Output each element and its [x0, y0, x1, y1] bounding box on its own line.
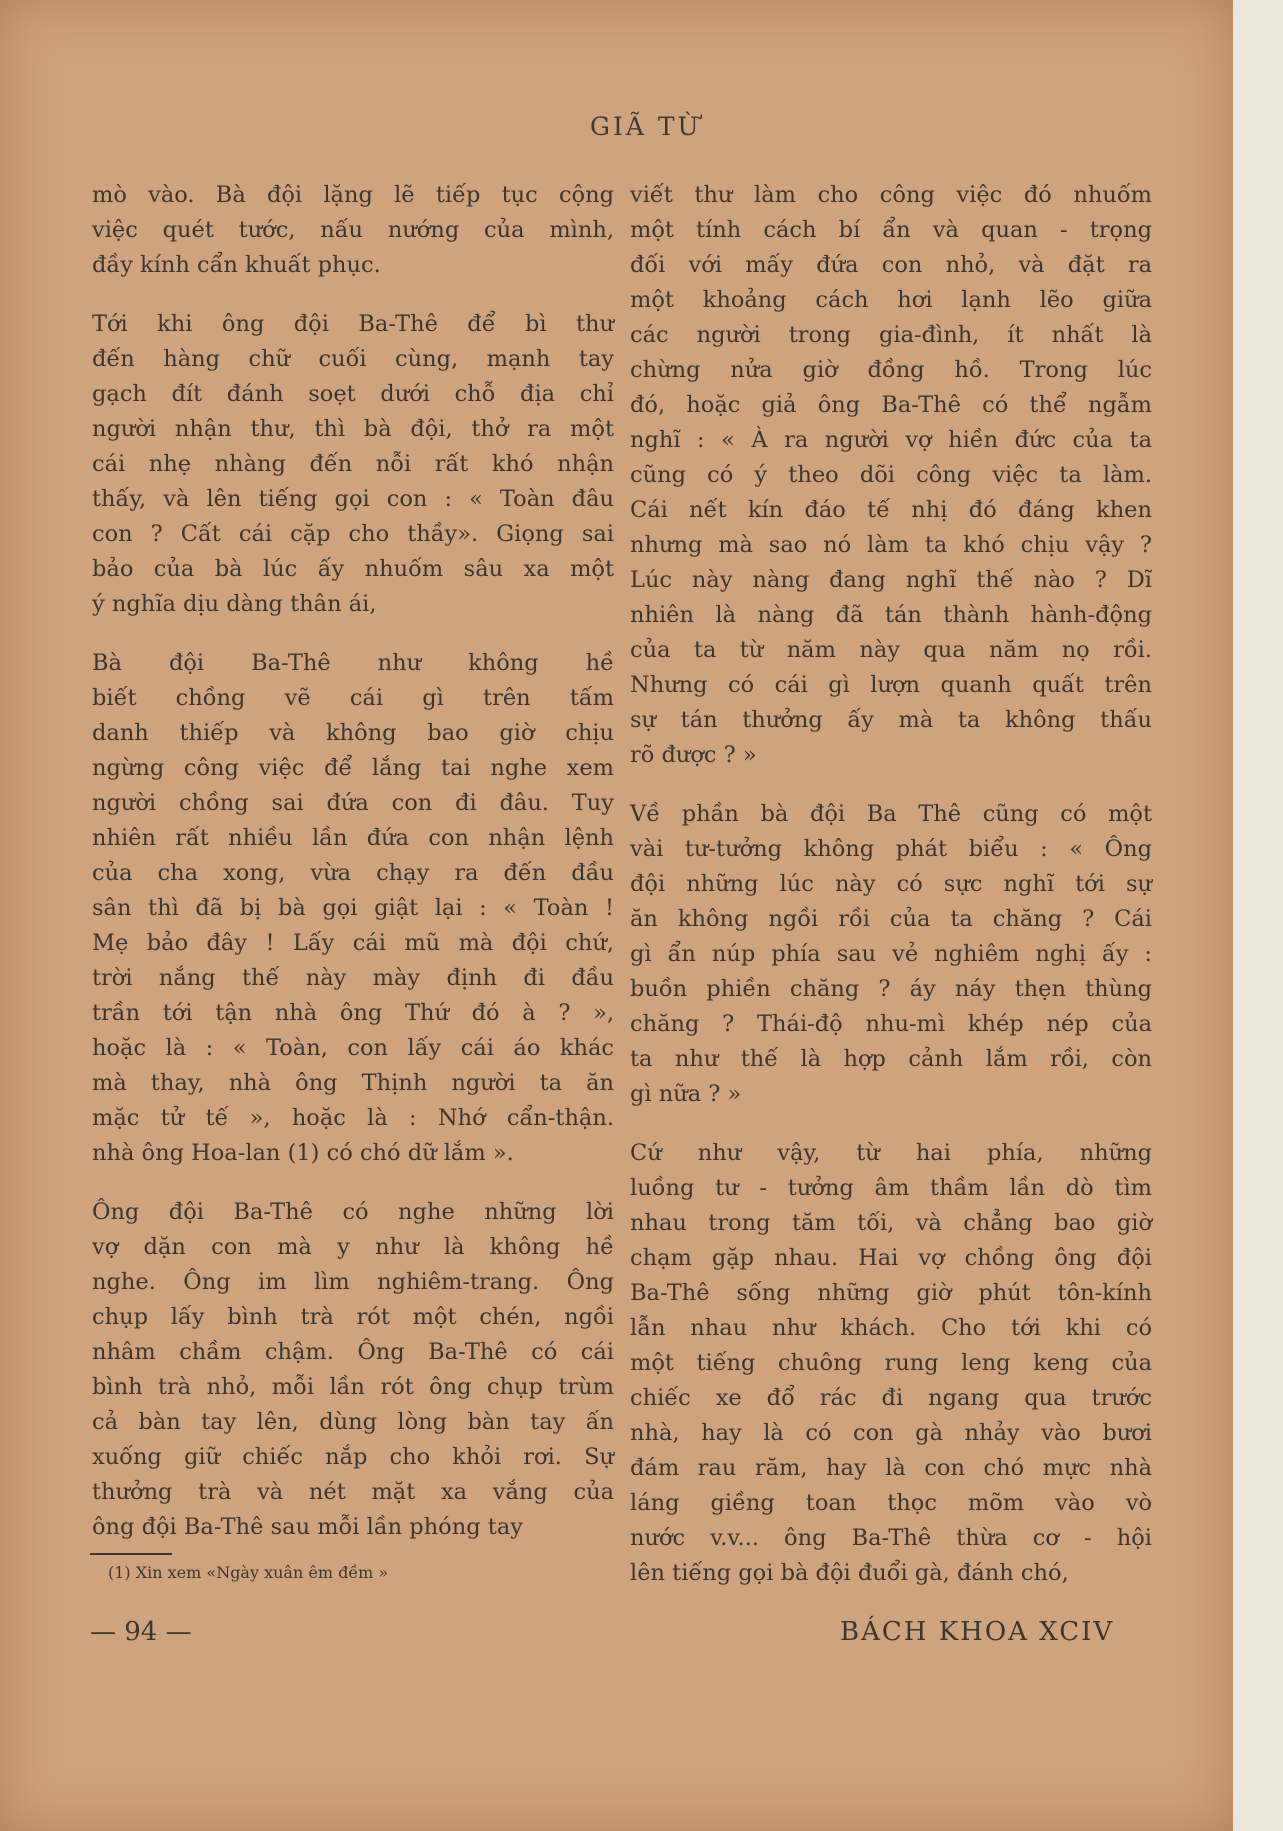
- text-line: lẫn nhau như khách. Cho tới khi có: [630, 1315, 1152, 1341]
- running-title: GIÃ TỪ: [590, 112, 702, 141]
- text-line: chạm gặp nhau. Hai vợ chồng ông đội: [630, 1245, 1152, 1271]
- text-line: bình trà nhỏ, mỗi lần rót ông chụp trùm: [92, 1374, 614, 1400]
- text-line: gì ẩn núp phía sau vẻ nghiêm nghị ấy :: [630, 941, 1152, 967]
- text-line: biết chồng vẽ cái gì trên tấm: [92, 685, 614, 711]
- paragraph-gap: [92, 622, 614, 646]
- text-line: Mẹ bảo đây ! Lấy cái mũ mà đội chứ,: [92, 930, 614, 956]
- text-line: nhau trong tăm tối, và chẳng bao giờ: [630, 1210, 1152, 1236]
- text-line: đầy kính cẩn khuất phục.: [92, 252, 381, 278]
- paragraph: [92, 646, 614, 1171]
- text-line: Cứ như vậy, từ hai phía, những: [630, 1140, 1152, 1166]
- text-line: một khoảng cách hơi lạnh lẽo giữa: [630, 287, 1152, 313]
- text-line: thưởng trà và nét mặt xa vắng của: [92, 1479, 614, 1505]
- text-line: người chồng sai đứa con đi đâu. Tuy: [92, 790, 614, 816]
- text-line: nhưng mà sao nó làm ta khó chịu vậy ?: [630, 532, 1152, 558]
- text-line: ông đội Ba-Thê sau mỗi lần phóng tay: [92, 1514, 523, 1540]
- text-line: Lúc này nàng đang nghĩ thế nào ? Dĩ: [630, 567, 1152, 593]
- text-line: người nhận thư, thì bà đội, thở ra một: [92, 416, 614, 442]
- text-line: chăng ? Thái-độ nhu-mì khép nép của: [630, 1011, 1152, 1037]
- paragraph: [630, 797, 1152, 1112]
- text-line: rõ được ? »: [630, 742, 757, 768]
- text-line: Nhưng có cái gì lượn quanh quất trên: [630, 672, 1152, 698]
- text-line: cũng có ý theo dõi công việc ta làm.: [630, 462, 1152, 488]
- text-line: luồng tư - tưởng âm thầm lần dò tìm: [630, 1175, 1152, 1201]
- footnote-rule: [90, 1553, 172, 1555]
- text-line: vài tư-tưởng không phát biểu : « Ông: [630, 836, 1152, 862]
- text-line: Ông đội Ba-Thê có nghe những lời: [92, 1199, 614, 1225]
- paragraph-gap: [92, 1171, 614, 1195]
- text-line: đám rau răm, hay là con chó mực nhà: [630, 1455, 1152, 1481]
- text-line: buồn phiền chăng ? áy náy thẹn thùng: [630, 976, 1152, 1002]
- text-line: của ta từ năm này qua năm nọ rồi.: [630, 637, 1152, 663]
- text-line: đối với mấy đứa con nhỏ, và đặt ra: [630, 252, 1152, 278]
- text-line: ngừng công việc để lắng tai nghe xem: [92, 755, 614, 781]
- text-line: bảo của bà lúc ấy nhuốm sâu xa một: [92, 556, 614, 582]
- text-line: việc quét tước, nấu nướng của mình,: [92, 217, 614, 243]
- paragraph: [630, 178, 1152, 773]
- text-line: đội những lúc này có sực nghĩ tới sự: [630, 871, 1152, 897]
- text-line: ý nghĩa dịu dàng thân ái,: [92, 591, 377, 617]
- text-line: gạch đít đánh soẹt dưới chỗ địa chỉ: [92, 381, 614, 407]
- text-line: chụp lấy bình trà rót một chén, ngồi: [92, 1304, 614, 1330]
- text-line: láng giềng toan thọc mõm vào vò: [630, 1490, 1152, 1516]
- text-line: của cha xong, vừa chạy ra đến đầu: [92, 860, 614, 886]
- text-line: con ? Cất cái cặp cho thầy». Giọng sai: [92, 521, 614, 547]
- paragraph: [92, 307, 614, 622]
- text-line: lên tiếng gọi bà đội đuổi gà, đánh chó,: [630, 1560, 1069, 1586]
- text-line: Ba-Thê sống những giờ phút tôn-kính: [630, 1280, 1152, 1306]
- text-line: Cái nết kín đáo tế nhị đó đáng khen: [630, 497, 1152, 523]
- text-line: cái nhẹ nhàng đến nỗi rất khó nhận: [92, 451, 614, 477]
- paragraph-gap: [92, 283, 614, 307]
- page-number: — 94 —: [90, 1617, 192, 1647]
- text-line: nghe. Ông im lìm nghiêm-trang. Ông: [92, 1269, 614, 1295]
- text-line: nhiên rất nhiều lần đứa con nhận lệnh: [92, 825, 614, 851]
- paragraph: [630, 1136, 1152, 1591]
- text-line: hoặc là : « Toàn, con lấy cái áo khác: [92, 1035, 614, 1061]
- text-line: nhà ông Hoa-lan (1) có chó dữ lắm ».: [92, 1140, 514, 1166]
- text-line: chừng nửa giờ đồng hồ. Trong lúc: [630, 357, 1152, 383]
- right-column: [630, 178, 1152, 1591]
- text-line: viết thư làm cho công việc đó nhuốm: [630, 182, 1152, 208]
- paragraph-gap: [630, 773, 1152, 797]
- text-line: mò vào. Bà đội lặng lẽ tiếp tục cộng: [92, 182, 614, 208]
- footnote: (1) Xin xem «Ngày xuân êm đềm »: [108, 1563, 389, 1582]
- paragraph-gap: [630, 1112, 1152, 1136]
- text-line: đến hàng chữ cuối cùng, mạnh tay: [92, 346, 614, 372]
- text-line: Về phần bà đội Ba Thê cũng có một: [630, 801, 1152, 827]
- left-column: [92, 178, 614, 1545]
- text-line: xuống giữ chiếc nắp cho khỏi rơi. Sự: [92, 1444, 614, 1470]
- text-line: Tới khi ông đội Ba-Thê để bì thư: [92, 311, 614, 337]
- text-line: ta như thế là hợp cảnh lắm rồi, còn: [630, 1046, 1152, 1072]
- text-line: danh thiếp và không bao giờ chịu: [92, 720, 614, 746]
- paragraph: [92, 178, 614, 283]
- text-line: Bà đội Ba-Thê như không hề: [92, 650, 614, 676]
- text-line: đó, hoặc giả ông Ba-Thê có thể ngẫm: [630, 392, 1152, 418]
- text-line: trời nắng thế này mày định đi đầu: [92, 965, 614, 991]
- text-line: một tính cách bí ẩn và quan - trọng: [630, 217, 1152, 243]
- publication-title: BÁCH KHOA XCIV: [840, 1617, 1115, 1647]
- text-line: nhâm chầm chậm. Ông Ba-Thê có cái: [92, 1339, 614, 1365]
- scan-background: [1233, 0, 1283, 1831]
- text-line: thấy, và lên tiếng gọi con : « Toàn đâu: [92, 486, 614, 512]
- text-line: chiếc xe đổ rác đi ngang qua trước: [630, 1385, 1152, 1411]
- text-line: trần tới tận nhà ông Thứ đó à ? »,: [92, 1000, 614, 1026]
- text-line: sân thì đã bị bà gọi giật lại : « Toàn !: [92, 895, 614, 921]
- text-line: nhiên là nàng đã tán thành hành-động: [630, 602, 1152, 628]
- text-line: một tiếng chuông rung leng keng của: [630, 1350, 1152, 1376]
- text-line: ăn không ngồi rồi của ta chăng ? Cái: [630, 906, 1152, 932]
- text-line: cả bàn tay lên, dùng lòng bàn tay ấn: [92, 1409, 614, 1435]
- text-line: gì nữa ? »: [630, 1081, 742, 1107]
- text-line: sự tán thưởng ấy mà ta không thấu: [630, 707, 1152, 733]
- text-line: nghĩ : « À ra người vợ hiền đức của ta: [630, 427, 1152, 453]
- text-line: mặc tử tế », hoặc là : Nhớ cẩn-thận.: [92, 1105, 614, 1131]
- text-line: các người trong gia-đình, ít nhất là: [630, 322, 1152, 348]
- text-line: vợ dặn con mà y như là không hề: [92, 1234, 614, 1260]
- text-line: nước v.v... ông Ba-Thê thừa cơ - hội: [630, 1525, 1152, 1551]
- text-line: nhà, hay là có con gà nhảy vào bươi: [630, 1420, 1152, 1446]
- paragraph: [92, 1195, 614, 1545]
- text-line: mà thay, nhà ông Thịnh người ta ăn: [92, 1070, 614, 1096]
